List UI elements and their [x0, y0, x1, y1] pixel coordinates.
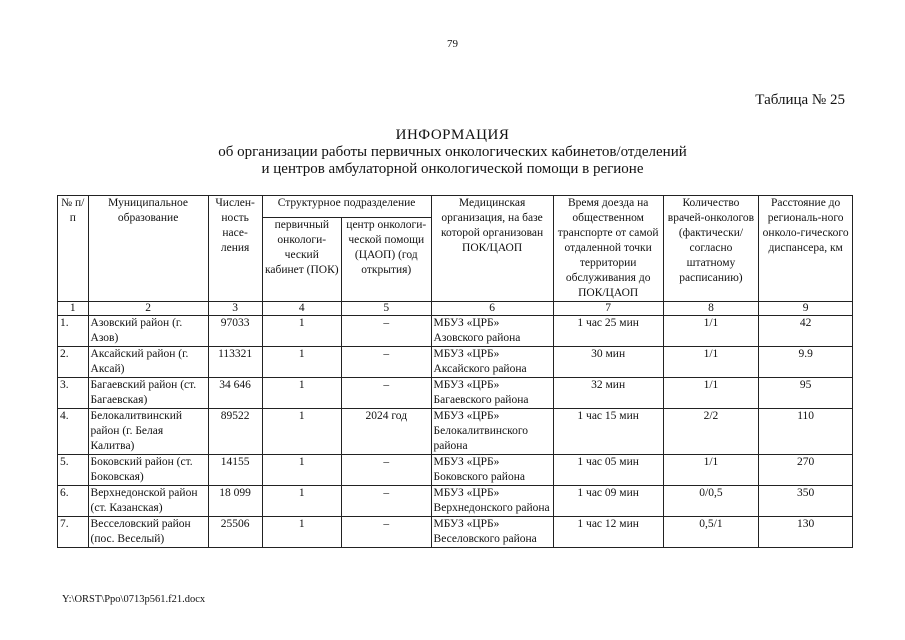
header-doctors: Количество врачей-онкологов (фактически/ согласно штатному расписанию)	[663, 196, 759, 302]
header-pok: первичный онкологи-ческий кабинет (ПОК)	[262, 218, 341, 302]
table-row	[58, 455, 853, 486]
col-number: 7	[553, 302, 663, 316]
population-cell: 14155	[208, 455, 262, 486]
distance-cell: 110	[759, 409, 853, 455]
row-number: 6.	[58, 486, 89, 517]
med-org-cell: МБУЗ «ЦРБ» Веселовского района	[431, 517, 553, 548]
distance-cell: 95	[759, 378, 853, 409]
travel-time-cell: 1 час 12 мин	[553, 517, 663, 548]
col-number: 9	[759, 302, 853, 316]
travel-time-cell: 1 час 05 мин	[553, 455, 663, 486]
doctors-cell: 1/1	[663, 378, 759, 409]
caop-cell: –	[341, 378, 431, 409]
pok-cell: 1	[262, 486, 341, 517]
title-line-3: и центров амбулаторной онкологической помощи в регионе	[261, 161, 644, 177]
table-row	[58, 378, 853, 409]
row-number: 4.	[58, 409, 89, 455]
population-cell: 89522	[208, 409, 262, 455]
col-number: 4	[262, 302, 341, 316]
municipality-cell: Багаевский район (ст. Багаевская)	[88, 378, 208, 409]
caop-cell: –	[341, 347, 431, 378]
travel-time-cell: 32 мин	[553, 378, 663, 409]
population-cell: 25506	[208, 517, 262, 548]
oncology-table	[57, 195, 853, 548]
caop-cell: –	[341, 486, 431, 517]
med-org-cell: МБУЗ «ЦРБ» Боковского района	[431, 455, 553, 486]
header-travel-time: Время доезда на общественном транспорте от самой отдаленной точки территории обслуживания до ПОК/ЦАОП	[553, 196, 663, 302]
travel-time-cell: 1 час 25 мин	[553, 316, 663, 347]
travel-time-cell: 1 час 15 мин	[553, 409, 663, 455]
column-numbers-row	[58, 302, 853, 316]
header-row-1	[58, 196, 853, 218]
row-number: 7.	[58, 517, 89, 548]
municipality-cell: Азовский район (г. Азов)	[88, 316, 208, 347]
municipality-cell: Боковский район (ст. Боковская)	[88, 455, 208, 486]
col-number: 2	[88, 302, 208, 316]
distance-cell: 130	[759, 517, 853, 548]
travel-time-cell: 30 мин	[553, 347, 663, 378]
header-structural: Структурное подразделение	[262, 196, 431, 218]
title-line-2: об организации работы первичных онкологических кабинетов/отделений	[218, 144, 687, 160]
caop-cell: –	[341, 316, 431, 347]
table-row	[58, 316, 853, 347]
row-number: 2.	[58, 347, 89, 378]
pok-cell: 1	[262, 316, 341, 347]
footer-file-path: Y:\ORST\Ppo\0713p561.f21.docx	[62, 594, 206, 605]
population-cell: 113321	[208, 347, 262, 378]
distance-cell: 350	[759, 486, 853, 517]
header-population: Числен-ность насе-ления	[208, 196, 262, 302]
header-num: № п/п	[58, 196, 89, 302]
table-row	[58, 517, 853, 548]
med-org-cell: МБУЗ «ЦРБ» Аксайского района	[431, 347, 553, 378]
header-municipality: Муниципальное образование	[88, 196, 208, 302]
col-number: 6	[431, 302, 553, 316]
col-number: 5	[341, 302, 431, 316]
caop-cell: –	[341, 517, 431, 548]
med-org-cell: МБУЗ «ЦРБ» Азовского района	[431, 316, 553, 347]
row-number: 3.	[58, 378, 89, 409]
header-med-org: Медицинская организация, на базе которой организован ПОК/ЦАОП	[431, 196, 553, 302]
pok-cell: 1	[262, 409, 341, 455]
doctors-cell: 2/2	[663, 409, 759, 455]
pok-cell: 1	[262, 347, 341, 378]
col-number: 1	[58, 302, 89, 316]
population-cell: 97033	[208, 316, 262, 347]
col-number: 3	[208, 302, 262, 316]
doctors-cell: 0,5/1	[663, 517, 759, 548]
col-number: 8	[663, 302, 759, 316]
table-row	[58, 347, 853, 378]
title-heading: ИНФОРМАЦИЯ	[395, 127, 510, 143]
caop-cell: –	[341, 455, 431, 486]
doctors-cell: 1/1	[663, 316, 759, 347]
distance-cell: 9.9	[759, 347, 853, 378]
doctors-cell: 1/1	[663, 455, 759, 486]
municipality-cell: Верхнедонской район (ст. Казанская)	[88, 486, 208, 517]
table-label: Таблица № 25	[755, 92, 845, 108]
row-number: 1.	[58, 316, 89, 347]
med-org-cell: МБУЗ «ЦРБ» Верхнедонского района	[431, 486, 553, 517]
page-number: 79	[447, 38, 458, 50]
travel-time-cell: 1 час 09 мин	[553, 486, 663, 517]
doctors-cell: 1/1	[663, 347, 759, 378]
pok-cell: 1	[262, 455, 341, 486]
distance-cell: 42	[759, 316, 853, 347]
doctors-cell: 0/0,5	[663, 486, 759, 517]
row-number: 5.	[58, 455, 89, 486]
table-body	[58, 316, 853, 548]
distance-cell: 270	[759, 455, 853, 486]
header-caop: центр онкологи-ческой помощи (ЦАОП) (год открытия)	[341, 218, 431, 302]
caop-cell: 2024 год	[341, 409, 431, 455]
municipality-cell: Аксайский район (г. Аксай)	[88, 347, 208, 378]
population-cell: 34 646	[208, 378, 262, 409]
med-org-cell: МБУЗ «ЦРБ» Багаевского района	[431, 378, 553, 409]
table-row	[58, 486, 853, 517]
table-row	[58, 409, 853, 455]
header-distance: Расстояние до региональ-ного онколо-гического диспансера, км	[759, 196, 853, 302]
municipality-cell: Весселовский район (пос. Веселый)	[88, 517, 208, 548]
pok-cell: 1	[262, 378, 341, 409]
document-title	[0, 127, 905, 178]
municipality-cell: Белокалитвинский район (г. Белая Калитва)	[88, 409, 208, 455]
pok-cell: 1	[262, 517, 341, 548]
population-cell: 18 099	[208, 486, 262, 517]
med-org-cell: МБУЗ «ЦРБ» Белокалитвинского района	[431, 409, 553, 455]
